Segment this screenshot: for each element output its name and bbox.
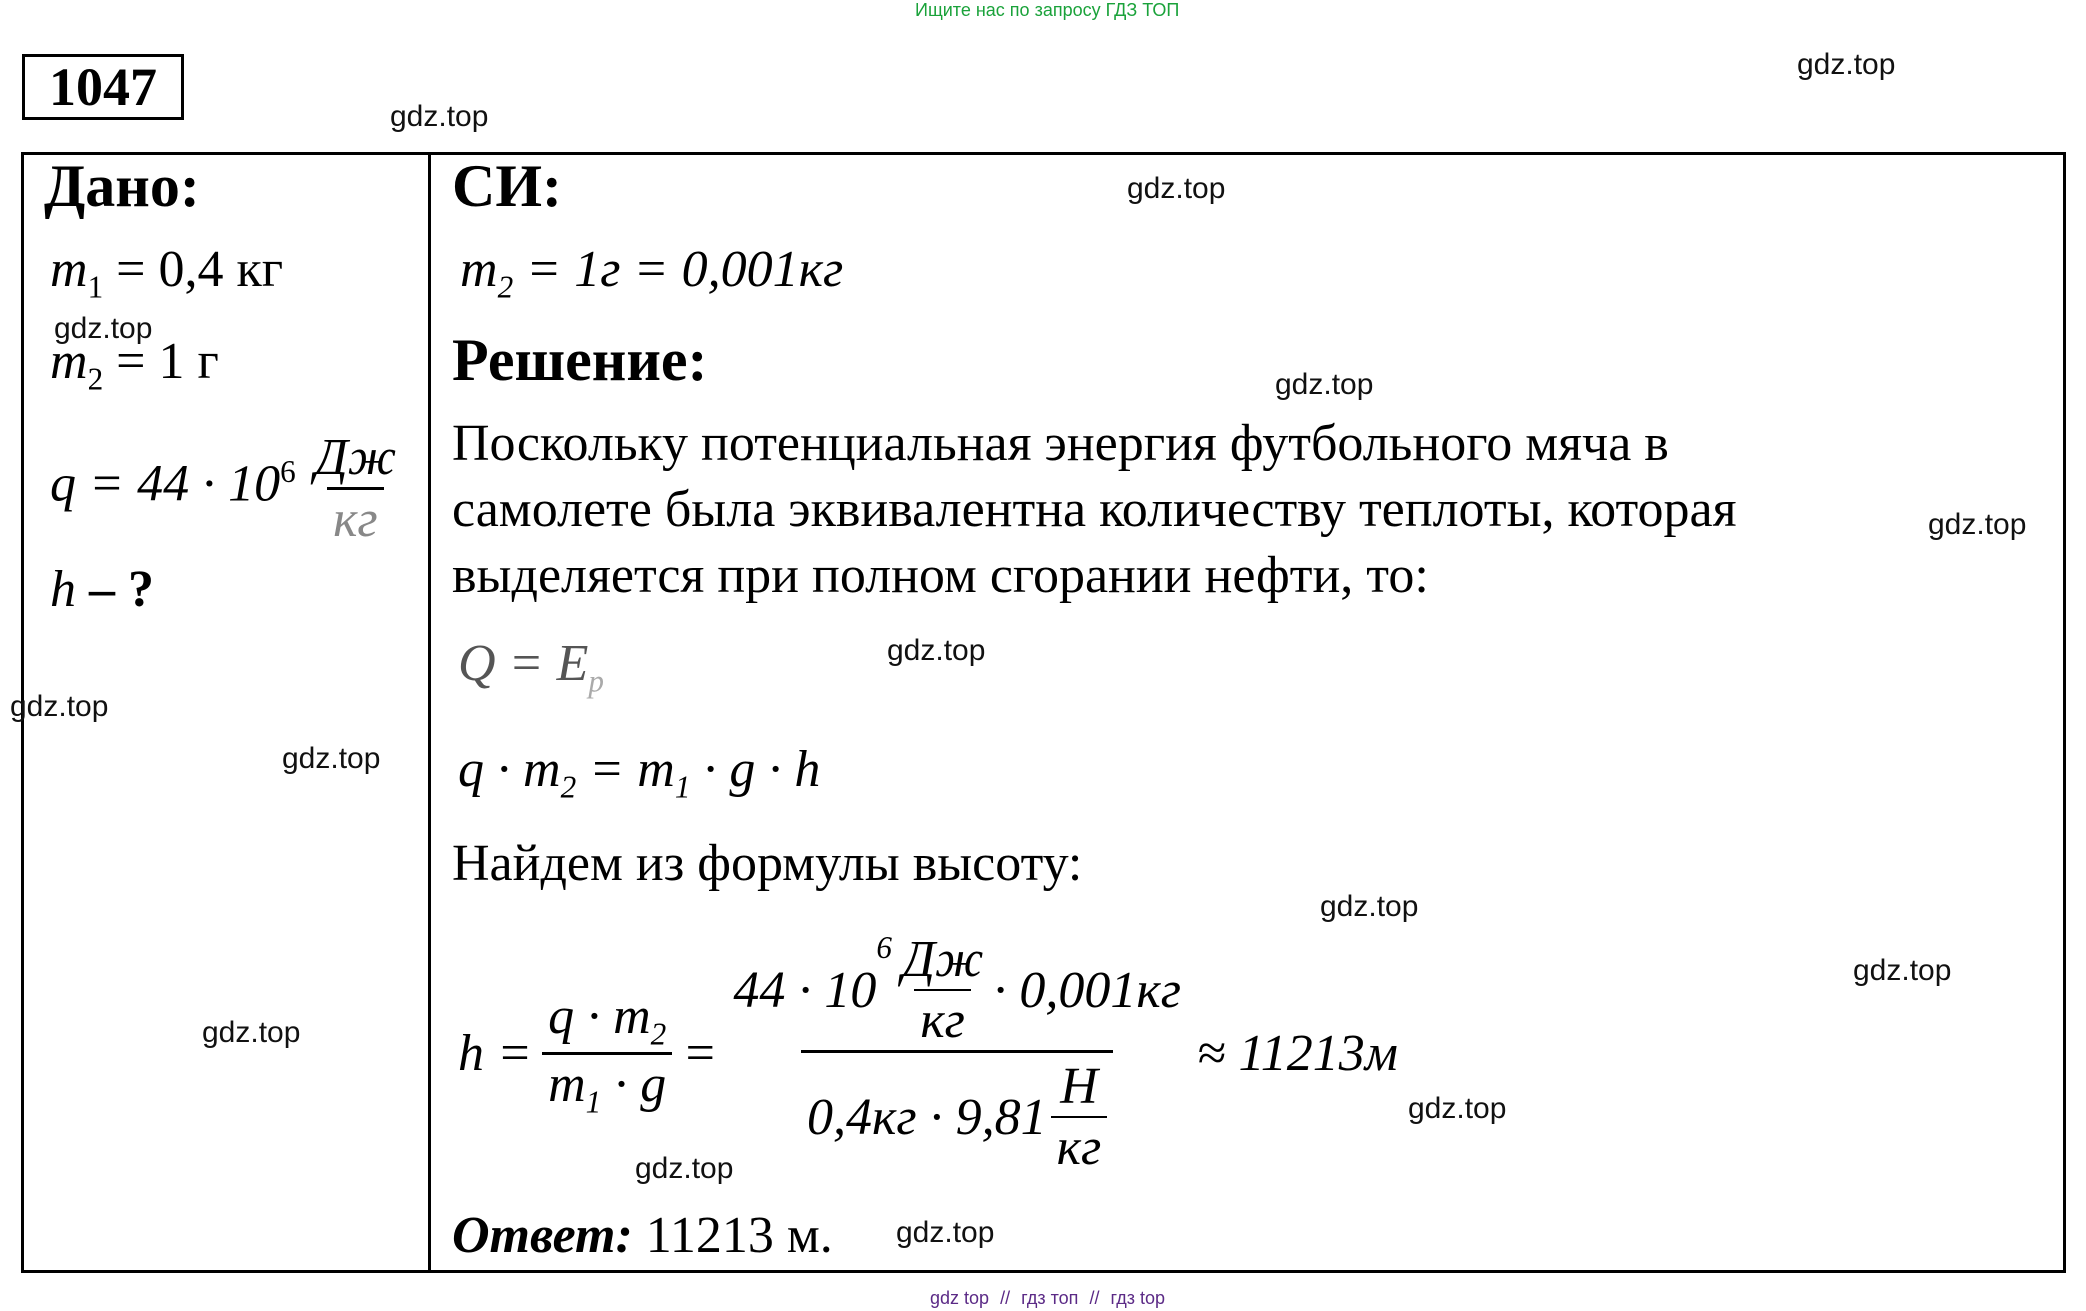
footer-part1: gdz top — [930, 1288, 990, 1308]
f3-d2-unit — [1051, 1057, 1108, 1177]
given-q-exp: 6 — [280, 454, 296, 490]
given-m2-value: = 1 г — [116, 333, 219, 390]
solution-header: Решение: — [452, 327, 708, 393]
formula-q-equals-ep-sub: p — [588, 663, 604, 699]
f3-frac2-den — [801, 1050, 1113, 1177]
footer-sep2: // — [1089, 1288, 1100, 1308]
f3-n2-exp: 6 — [876, 930, 892, 965]
f3-d2-a: 0,4кг · 9,81 — [807, 1088, 1047, 1146]
footer-part3: гдз top — [1110, 1288, 1166, 1308]
given-find-text: – ? — [76, 561, 154, 618]
f3-n2-unit-num: Дж — [901, 931, 984, 988]
f3-eq: = — [682, 1025, 718, 1082]
given-header: Дано: — [44, 153, 200, 219]
watermark: gdz.top — [887, 634, 986, 667]
given-m2-var: m — [50, 333, 88, 390]
f3-frac1-den — [542, 1052, 672, 1120]
footer-sep1: // — [1000, 1288, 1011, 1308]
si-header: СИ: — [452, 153, 562, 219]
si-m2-value: = 1г = 0,001кг — [526, 241, 844, 298]
given-m1-sub: 1 — [87, 269, 104, 305]
given-find — [50, 560, 154, 619]
si-m2-sub: 2 — [497, 269, 514, 305]
answer-label: Ответ: — [452, 1207, 633, 1264]
f3-frac2 — [727, 930, 1187, 1177]
f3-d2-unit-den: кг — [1051, 1116, 1108, 1177]
f3-n2-unit — [896, 930, 989, 1050]
footer — [930, 1288, 1165, 1309]
si-m2-var: m — [460, 241, 498, 298]
f3-n1: q · m — [548, 987, 651, 1045]
watermark: gdz.top — [1853, 954, 1952, 987]
formula-energy-balance — [458, 740, 820, 805]
solution-text-line2: самолете была эквивалентна количеству теплоты, которая — [452, 481, 1737, 538]
solution-text-line1: Поскольку потенциальная энергия футбольного мяча в — [452, 415, 1669, 472]
f3-frac1 — [542, 987, 672, 1121]
f3-h: h = — [458, 1025, 533, 1082]
si-m2 — [460, 240, 843, 305]
f2-b-sub: 1 — [674, 769, 691, 805]
f3-d2-unit-num: Н — [1060, 1058, 1098, 1115]
given-q-unit-num: Дж — [314, 429, 397, 486]
footer-part2: гдз топ — [1021, 1288, 1079, 1308]
watermark: gdz.top — [1797, 48, 1896, 81]
f3-frac2-num — [727, 930, 1187, 1050]
watermark: gdz.top — [635, 1152, 734, 1185]
f2-c: · g · h — [690, 741, 821, 798]
given-q — [50, 428, 402, 549]
answer — [452, 1206, 833, 1265]
site-banner: Ищите нас по запросу ГДЗ ТОП — [915, 0, 1180, 20]
watermark: gdz.top — [10, 690, 109, 723]
f3-n2-b: · 0,001кг — [993, 961, 1182, 1019]
watermark: gdz.top — [1320, 890, 1419, 923]
watermark: gdz.top — [896, 1216, 995, 1249]
watermark: gdz.top — [1275, 368, 1374, 401]
f3-d1-rest: · g — [601, 1056, 667, 1113]
given-find-var: h — [50, 561, 76, 618]
watermark: gdz.top — [390, 100, 489, 133]
task-number-text: 1047 — [49, 57, 157, 117]
task-number — [22, 54, 184, 120]
formula-q-equals-ep — [458, 634, 604, 699]
given-m1-value: = 0,4 кг — [116, 241, 284, 298]
solution-find-text: Найдем из формулы высоту: — [452, 835, 1083, 892]
watermark: gdz.top — [202, 1016, 301, 1049]
f3-frac1-num — [542, 987, 672, 1052]
answer-value: 11213 м. — [632, 1207, 833, 1264]
table-divider — [428, 152, 431, 1273]
formula-height — [458, 930, 1398, 1177]
watermark: gdz.top — [1928, 508, 2027, 541]
f2-a: q · m — [458, 741, 561, 798]
solution-text-line3: выделяется при полном сгорании нефти, то: — [452, 547, 1429, 604]
watermark: gdz.top — [282, 742, 381, 775]
given-q-left: q = 44 · 10 — [50, 455, 281, 513]
f2-b: = m — [576, 741, 675, 798]
given-m2-sub: 2 — [87, 361, 104, 397]
f3-d1-sub: 1 — [585, 1084, 602, 1120]
f3-n1-sub: 2 — [650, 1016, 667, 1051]
given-m1-var: m — [50, 241, 88, 298]
formula-q-equals-ep-left: Q = E — [458, 635, 589, 692]
given-m1 — [50, 240, 283, 305]
watermark: gdz.top — [1408, 1092, 1507, 1125]
f3-d1: m — [548, 1056, 586, 1113]
watermark: gdz.top — [54, 312, 153, 345]
f3-n2-unit-den: кг — [914, 989, 971, 1050]
f3-result: ≈ 11213м — [1197, 1025, 1398, 1082]
watermark: gdz.top — [1127, 172, 1226, 205]
given-q-unit — [309, 428, 402, 549]
f2-a-sub: 2 — [560, 769, 577, 805]
given-q-unit-den: кг — [327, 487, 384, 549]
f3-n2-a: 44 · 10 — [733, 961, 877, 1019]
